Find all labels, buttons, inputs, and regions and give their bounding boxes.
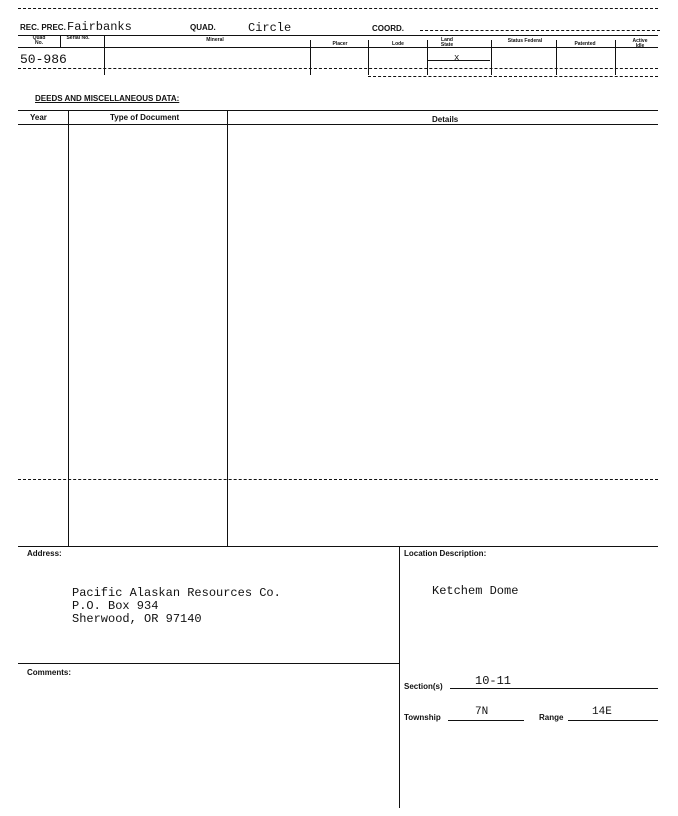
column-header-bottom-rule	[18, 47, 658, 48]
col-placer: Placer	[332, 41, 348, 47]
column-header-top-rule	[18, 35, 658, 36]
deeds-type-divider	[227, 110, 228, 546]
section-value: 10-11	[475, 674, 512, 688]
col-mineral: Mineral	[206, 37, 224, 43]
col-divider	[368, 40, 369, 75]
bottom-center-divider	[399, 546, 400, 808]
address-line-1: Pacific Alaskan Resources Co.	[72, 586, 281, 600]
deeds-header-rule	[18, 124, 658, 125]
rec-prec-value: Fairbanks	[67, 20, 132, 34]
record-mid-rule	[428, 60, 490, 61]
deeds-bottom-rule	[18, 546, 658, 547]
col-divider	[556, 40, 557, 75]
deeds-year-header: Year	[30, 113, 47, 122]
deeds-type-header: Type of Document	[110, 113, 180, 122]
quad-label: QUAD.	[190, 23, 216, 32]
col-divider	[104, 35, 105, 75]
address-line-3: Sherwood, OR 97140	[72, 612, 202, 626]
record-bottom-dashed-rule	[18, 68, 658, 69]
deeds-year-divider	[68, 110, 69, 546]
quad-no-value: 50-986	[20, 52, 67, 67]
deeds-details-header: Details	[432, 115, 459, 124]
col-divider	[310, 40, 311, 75]
comments-label: Comments:	[27, 668, 72, 677]
address-label: Address:	[27, 549, 62, 558]
col-lode: Lode	[392, 41, 404, 47]
col-status-federal: Status Federal	[507, 38, 543, 44]
range-value: 14E	[592, 706, 612, 718]
township-underline	[448, 720, 524, 721]
col-divider	[491, 40, 492, 75]
range-label: Range	[539, 713, 564, 722]
rec-prec-label: REC. PREC.	[20, 23, 66, 32]
col-land-state: Land State	[440, 37, 454, 48]
col-divider	[615, 40, 616, 75]
deeds-dashed-rule	[18, 479, 658, 480]
land-state-mark: x	[454, 53, 460, 63]
coord-label: COORD.	[372, 24, 404, 33]
deeds-top-rule	[18, 110, 658, 111]
township-value: 7N	[475, 706, 489, 718]
section-label: Section(s)	[404, 682, 443, 691]
record-bottom-dashed-rule-2	[368, 76, 658, 77]
address-bottom-rule	[18, 663, 399, 664]
col-active-idle: Active Idle	[632, 38, 648, 49]
col-divider	[427, 40, 428, 75]
col-serial-no: Serial No.	[66, 35, 90, 41]
address-line-2: P.O. Box 934	[72, 599, 159, 613]
col-quad-no: Quad No.	[32, 35, 46, 46]
location-value: Ketchem Dome	[432, 584, 519, 598]
quad-value: Circle	[248, 21, 292, 35]
top-dashed-border	[18, 8, 658, 9]
location-label: Location Description:	[404, 549, 487, 558]
township-label: Township	[404, 713, 441, 722]
deeds-title: DEEDS AND MISCELLANEOUS DATA:	[35, 94, 180, 103]
range-underline	[568, 720, 658, 721]
col-divider	[60, 35, 61, 47]
section-underline	[450, 688, 658, 689]
col-patented: Patented	[574, 41, 596, 47]
header-dashed-rule	[420, 30, 660, 31]
